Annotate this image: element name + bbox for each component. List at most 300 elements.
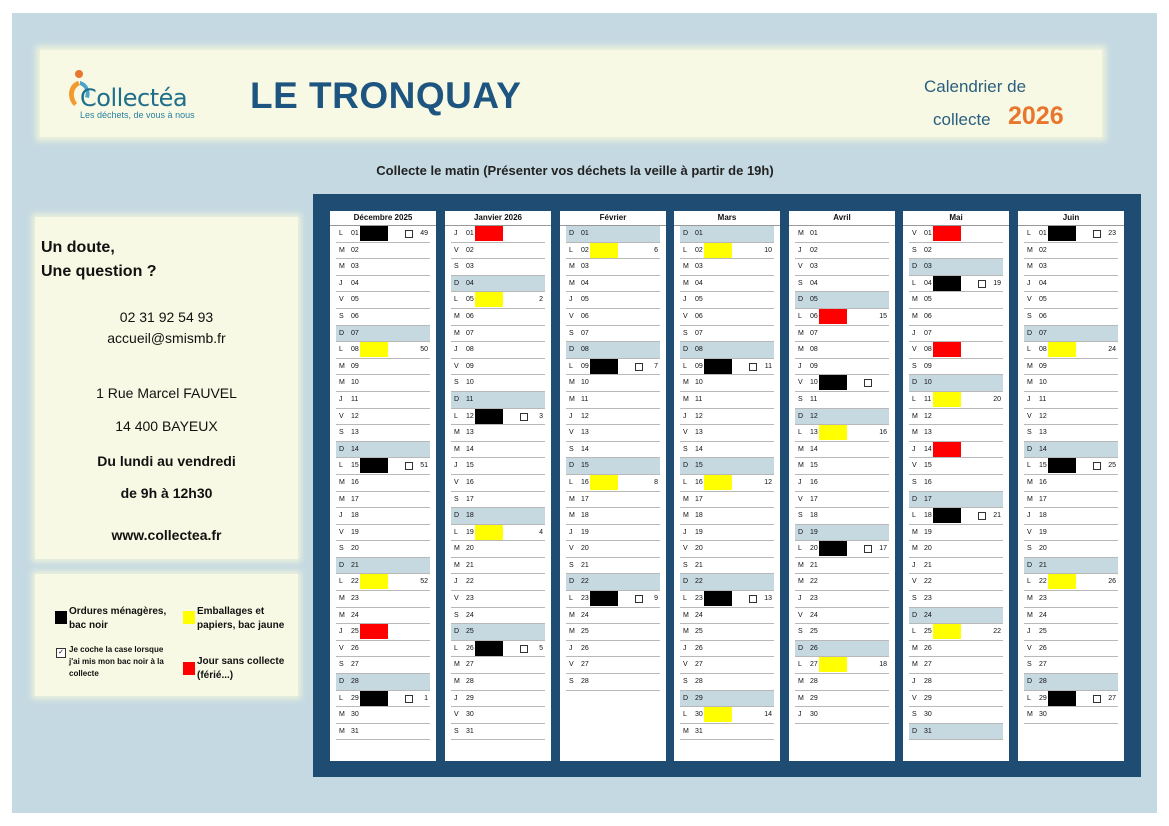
month-column xyxy=(674,211,780,761)
day-letter: M xyxy=(798,678,804,686)
day-number: 22 xyxy=(924,578,932,586)
checkbox-icon[interactable] xyxy=(749,363,757,371)
checkbox-icon[interactable] xyxy=(635,363,643,371)
checkbox-icon[interactable] xyxy=(1093,230,1101,238)
day-letter: L xyxy=(1027,346,1031,354)
day-letter: J xyxy=(569,644,573,652)
day-row xyxy=(336,724,430,741)
day-letter: M xyxy=(454,445,460,453)
legend-red-swatch xyxy=(183,662,195,675)
day-number: 02 xyxy=(810,246,818,254)
day-row xyxy=(680,641,774,658)
day-number: 06 xyxy=(581,312,589,320)
day-number: 27 xyxy=(1039,661,1047,669)
day-row xyxy=(336,243,430,260)
day-number: 13 xyxy=(466,429,474,437)
day-letter: S xyxy=(339,429,344,437)
day-row xyxy=(451,691,545,708)
day-letter: J xyxy=(454,462,458,470)
day-number: 23 xyxy=(695,595,703,603)
day-letter: V xyxy=(683,312,688,320)
day-number: 16 xyxy=(924,478,932,486)
day-letter: L xyxy=(683,362,687,370)
day-row xyxy=(336,359,430,376)
day-letter: L xyxy=(454,296,458,304)
day-number: 01 xyxy=(924,230,932,237)
day-letter: L xyxy=(454,644,458,652)
day-number: 12 xyxy=(351,412,359,420)
day-letter: J xyxy=(683,296,687,304)
day-number: 22 xyxy=(810,578,818,586)
day-row xyxy=(680,591,774,608)
day-number: 06 xyxy=(924,312,932,320)
checkbox-icon[interactable] xyxy=(978,280,986,288)
day-letter: V xyxy=(912,346,917,354)
day-number: 01 xyxy=(810,230,818,237)
day-letter: M xyxy=(1027,478,1033,486)
day-letter: J xyxy=(454,694,458,702)
day-number: 18 xyxy=(810,512,818,520)
day-row xyxy=(909,309,1003,326)
red-collection-marker xyxy=(475,226,503,241)
black-collection-marker xyxy=(819,375,847,390)
day-row xyxy=(336,409,430,426)
day-letter: J xyxy=(912,561,916,569)
day-row xyxy=(566,292,660,309)
day-number: 24 xyxy=(581,611,589,619)
week-number: 9 xyxy=(654,595,658,603)
day-number: 03 xyxy=(466,263,474,271)
day-number: 09 xyxy=(695,362,703,370)
day-letter: S xyxy=(912,246,917,254)
day-letter: D xyxy=(912,495,918,503)
day-row xyxy=(336,707,430,724)
black-collection-marker xyxy=(360,458,388,473)
black-collection-marker xyxy=(704,359,732,374)
day-letter: M xyxy=(454,661,460,669)
day-number: 25 xyxy=(924,628,932,636)
day-number: 28 xyxy=(695,678,703,686)
day-letter: J xyxy=(569,412,573,420)
black-collection-marker xyxy=(1048,458,1076,473)
day-row xyxy=(1024,574,1118,591)
day-letter: M xyxy=(339,495,345,503)
day-row xyxy=(909,359,1003,376)
day-row xyxy=(680,276,774,293)
day-letter: S xyxy=(798,512,803,520)
day-letter: D xyxy=(339,561,345,569)
day-number: 17 xyxy=(581,495,589,503)
day-number: 10 xyxy=(351,379,359,387)
month-name: Juin xyxy=(1018,211,1124,226)
week-number: 12 xyxy=(764,478,772,486)
day-number: 04 xyxy=(810,279,818,287)
checkbox-icon[interactable] xyxy=(1093,695,1101,703)
day-number: 01 xyxy=(1039,230,1047,237)
checkbox-icon[interactable] xyxy=(405,695,413,703)
day-row xyxy=(336,342,430,359)
day-row xyxy=(680,326,774,343)
day-letter: D xyxy=(912,611,918,619)
day-number: 29 xyxy=(924,694,932,702)
day-number: 06 xyxy=(351,312,359,320)
day-number: 19 xyxy=(466,528,474,536)
day-number: 03 xyxy=(1039,263,1047,271)
day-row xyxy=(451,276,545,293)
day-row xyxy=(336,608,430,625)
day-number: 09 xyxy=(351,362,359,370)
day-letter: L xyxy=(569,362,573,370)
week-number: 18 xyxy=(879,661,887,669)
checkbox-icon[interactable] xyxy=(635,595,643,603)
day-number: 19 xyxy=(1039,528,1047,536)
day-row xyxy=(1024,458,1118,475)
day-letter: D xyxy=(683,462,689,470)
day-row xyxy=(909,409,1003,426)
day-letter: S xyxy=(1027,545,1032,553)
day-number: 10 xyxy=(810,379,818,387)
day-letter: M xyxy=(1027,611,1033,619)
day-letter: L xyxy=(569,246,573,254)
day-number: 07 xyxy=(581,329,589,337)
day-letter: J xyxy=(798,595,802,603)
day-row xyxy=(680,442,774,459)
day-number: 03 xyxy=(351,263,359,271)
day-row xyxy=(909,574,1003,591)
checkbox-icon[interactable] xyxy=(864,379,872,387)
day-number: 04 xyxy=(924,279,932,287)
day-row xyxy=(451,326,545,343)
checkbox-icon[interactable] xyxy=(749,595,757,603)
week-number: 51 xyxy=(420,462,428,470)
day-letter: V xyxy=(454,711,459,719)
legend-red-line1: Jour sans collecte xyxy=(197,656,285,667)
website-link[interactable]: www.collectea.fr xyxy=(111,527,222,543)
day-letter: M xyxy=(912,296,918,304)
day-row xyxy=(795,691,889,708)
day-letter: V xyxy=(798,263,803,271)
day-number: 04 xyxy=(1039,279,1047,287)
day-letter: V xyxy=(339,644,344,652)
day-row xyxy=(451,591,545,608)
day-row xyxy=(795,309,889,326)
day-letter: D xyxy=(569,462,575,470)
day-row xyxy=(680,674,774,691)
day-number: 30 xyxy=(466,711,474,719)
day-row xyxy=(451,707,545,724)
day-row xyxy=(909,425,1003,442)
day-row xyxy=(680,574,774,591)
day-row xyxy=(566,508,660,525)
black-collection-marker xyxy=(1048,226,1076,241)
day-row xyxy=(1024,409,1118,426)
day-letter: D xyxy=(798,528,804,536)
day-letter: J xyxy=(454,578,458,586)
black-collection-marker xyxy=(360,226,388,241)
day-row xyxy=(795,442,889,459)
day-number: 17 xyxy=(810,495,818,503)
day-number: 22 xyxy=(466,578,474,586)
day-row xyxy=(566,442,660,459)
day-number: 08 xyxy=(1039,346,1047,354)
checkbox-icon[interactable] xyxy=(520,645,528,653)
day-letter: L xyxy=(1027,462,1031,470)
day-letter: J xyxy=(1027,395,1031,403)
week-number: 24 xyxy=(1108,346,1116,354)
day-number: 25 xyxy=(581,628,589,636)
day-letter: J xyxy=(798,478,802,486)
day-number: 16 xyxy=(810,478,818,486)
day-number: 24 xyxy=(466,611,474,619)
day-row xyxy=(1024,292,1118,309)
day-letter: D xyxy=(1027,678,1033,686)
day-letter: S xyxy=(339,545,344,553)
day-number: 28 xyxy=(581,678,589,686)
day-row xyxy=(680,508,774,525)
day-number: 20 xyxy=(581,545,589,553)
month-name: Décembre 2025 xyxy=(330,211,436,226)
day-number: 31 xyxy=(695,727,703,735)
week-number: 21 xyxy=(993,512,1001,520)
day-row xyxy=(336,492,430,509)
day-number: 30 xyxy=(351,711,359,719)
day-row xyxy=(909,641,1003,658)
day-row xyxy=(451,226,545,243)
day-number: 26 xyxy=(351,644,359,652)
day-letter: S xyxy=(798,395,803,403)
month-column xyxy=(903,211,1009,761)
day-row xyxy=(795,541,889,558)
week-number: 19 xyxy=(993,279,1001,287)
day-number: 02 xyxy=(695,246,703,254)
day-letter: D xyxy=(339,329,345,337)
day-row xyxy=(451,492,545,509)
calendar-label-line2: collecte xyxy=(933,110,991,129)
day-row xyxy=(909,558,1003,575)
day-letter: M xyxy=(798,346,804,354)
checkbox-icon[interactable] xyxy=(520,413,528,421)
day-number: 19 xyxy=(924,528,932,536)
day-row xyxy=(451,558,545,575)
day-row xyxy=(909,442,1003,459)
yellow-collection-marker xyxy=(1048,574,1076,589)
day-number: 01 xyxy=(581,230,589,237)
day-row xyxy=(1024,541,1118,558)
day-letter: J xyxy=(683,528,687,536)
day-number: 21 xyxy=(351,561,359,569)
checkbox-icon[interactable] xyxy=(978,512,986,520)
legend-check-line3: collecte xyxy=(69,669,99,678)
week-number: 49 xyxy=(420,230,428,237)
red-collection-marker xyxy=(933,226,961,241)
day-letter: L xyxy=(569,478,573,486)
day-letter: J xyxy=(798,246,802,254)
day-number: 19 xyxy=(581,528,589,536)
day-row xyxy=(909,707,1003,724)
day-number: 11 xyxy=(466,395,474,403)
day-number: 22 xyxy=(581,578,589,586)
red-collection-marker xyxy=(819,309,847,324)
day-row xyxy=(1024,691,1118,708)
day-row xyxy=(336,326,430,343)
day-row xyxy=(566,608,660,625)
day-number: 11 xyxy=(581,395,589,403)
week-number: 17 xyxy=(879,545,887,553)
day-number: 25 xyxy=(351,628,359,636)
day-letter: L xyxy=(798,429,802,437)
day-letter: M xyxy=(683,611,689,619)
week-number: 15 xyxy=(879,312,887,320)
day-row xyxy=(1024,309,1118,326)
day-letter: L xyxy=(1027,230,1031,237)
day-letter: V xyxy=(912,230,917,237)
yellow-collection-marker xyxy=(590,243,618,258)
day-number: 13 xyxy=(351,429,359,437)
day-letter: D xyxy=(454,628,460,636)
week-number: 25 xyxy=(1108,462,1116,470)
day-number: 19 xyxy=(810,528,818,536)
day-letter: D xyxy=(1027,561,1033,569)
day-row xyxy=(451,243,545,260)
day-row xyxy=(909,292,1003,309)
day-row xyxy=(1024,326,1118,343)
day-number: 09 xyxy=(924,362,932,370)
day-letter: L xyxy=(683,478,687,486)
day-number: 22 xyxy=(351,578,359,586)
day-number: 24 xyxy=(351,611,359,619)
day-letter: L xyxy=(912,512,916,520)
day-letter: J xyxy=(683,644,687,652)
day-row xyxy=(909,342,1003,359)
red-collection-marker xyxy=(360,624,388,639)
day-number: 27 xyxy=(581,661,589,669)
day-letter: L xyxy=(798,312,802,320)
day-letter: M xyxy=(339,711,345,719)
day-number: 13 xyxy=(810,429,818,437)
day-row xyxy=(336,624,430,641)
day-letter: S xyxy=(569,445,574,453)
day-row xyxy=(795,392,889,409)
day-letter: M xyxy=(912,644,918,652)
collection-note: Collecte le matin (Présenter vos déchets la veille à partir de 19h) xyxy=(376,163,774,178)
checkbox-icon[interactable] xyxy=(405,462,413,470)
week-number: 13 xyxy=(764,595,772,603)
checkbox-icon[interactable] xyxy=(1093,462,1101,470)
day-row xyxy=(451,657,545,674)
week-number: 23 xyxy=(1108,230,1116,237)
day-number: 18 xyxy=(1039,512,1047,520)
day-number: 25 xyxy=(1039,628,1047,636)
city-address: 14 400 BAYEUX xyxy=(115,418,218,434)
day-number: 03 xyxy=(695,263,703,271)
week-number: 14 xyxy=(764,711,772,719)
day-number: 12 xyxy=(695,412,703,420)
day-number: 13 xyxy=(924,429,932,437)
day-letter: S xyxy=(569,561,574,569)
logo-text: Collectéa xyxy=(80,84,188,112)
day-number: 29 xyxy=(695,694,703,702)
day-row xyxy=(795,326,889,343)
day-row xyxy=(451,508,545,525)
week-number: 5 xyxy=(539,644,543,652)
day-number: 01 xyxy=(466,230,474,237)
day-row xyxy=(909,674,1003,691)
day-row xyxy=(451,425,545,442)
day-number: 10 xyxy=(581,379,589,387)
day-row xyxy=(1024,392,1118,409)
checkbox-icon[interactable] xyxy=(405,230,413,238)
day-letter: V xyxy=(569,429,574,437)
day-number: 07 xyxy=(924,329,932,337)
day-row xyxy=(566,558,660,575)
day-letter: D xyxy=(683,346,689,354)
yellow-collection-marker xyxy=(360,574,388,589)
day-letter: M xyxy=(569,379,575,387)
day-letter: S xyxy=(683,329,688,337)
month-column xyxy=(789,211,895,761)
day-row xyxy=(336,292,430,309)
day-letter: D xyxy=(683,578,689,586)
day-row xyxy=(566,226,660,243)
day-number: 27 xyxy=(695,661,703,669)
day-row xyxy=(909,508,1003,525)
day-row xyxy=(680,475,774,492)
day-row xyxy=(566,425,660,442)
yellow-collection-marker xyxy=(819,657,847,672)
calendar-frame xyxy=(313,194,1141,777)
day-number: 07 xyxy=(466,329,474,337)
day-row xyxy=(451,674,545,691)
day-number: 10 xyxy=(695,379,703,387)
day-letter: S xyxy=(454,495,459,503)
day-letter: M xyxy=(798,578,804,586)
week-number: 7 xyxy=(654,362,658,370)
day-number: 11 xyxy=(810,395,818,403)
day-letter: M xyxy=(683,379,689,387)
day-row xyxy=(795,342,889,359)
day-number: 28 xyxy=(351,678,359,686)
checkbox-icon[interactable] xyxy=(864,545,872,553)
day-number: 06 xyxy=(1039,312,1047,320)
day-letter: L xyxy=(339,694,343,702)
day-row xyxy=(680,541,774,558)
day-number: 26 xyxy=(810,644,818,652)
day-number: 05 xyxy=(924,296,932,304)
yellow-collection-marker xyxy=(704,475,732,490)
day-letter: S xyxy=(912,595,917,603)
day-number: 23 xyxy=(581,595,589,603)
day-number: 05 xyxy=(581,296,589,304)
day-row xyxy=(451,375,545,392)
day-row xyxy=(566,309,660,326)
day-letter: S xyxy=(1027,312,1032,320)
day-number: 14 xyxy=(581,445,589,453)
day-row xyxy=(336,558,430,575)
legend-check-line2: j'ai mis mon bac noir à la xyxy=(69,657,164,666)
day-number: 08 xyxy=(466,346,474,354)
day-row xyxy=(1024,558,1118,575)
legend-check-line1: Je coche la case lorsque xyxy=(69,645,164,654)
week-number: 10 xyxy=(764,246,772,254)
day-letter: L xyxy=(683,246,687,254)
day-letter: V xyxy=(339,528,344,536)
day-letter: S xyxy=(798,628,803,636)
black-collection-marker xyxy=(360,691,388,706)
day-letter: M xyxy=(569,395,575,403)
day-number: 15 xyxy=(1039,462,1047,470)
day-row xyxy=(909,392,1003,409)
day-letter: L xyxy=(912,395,916,403)
